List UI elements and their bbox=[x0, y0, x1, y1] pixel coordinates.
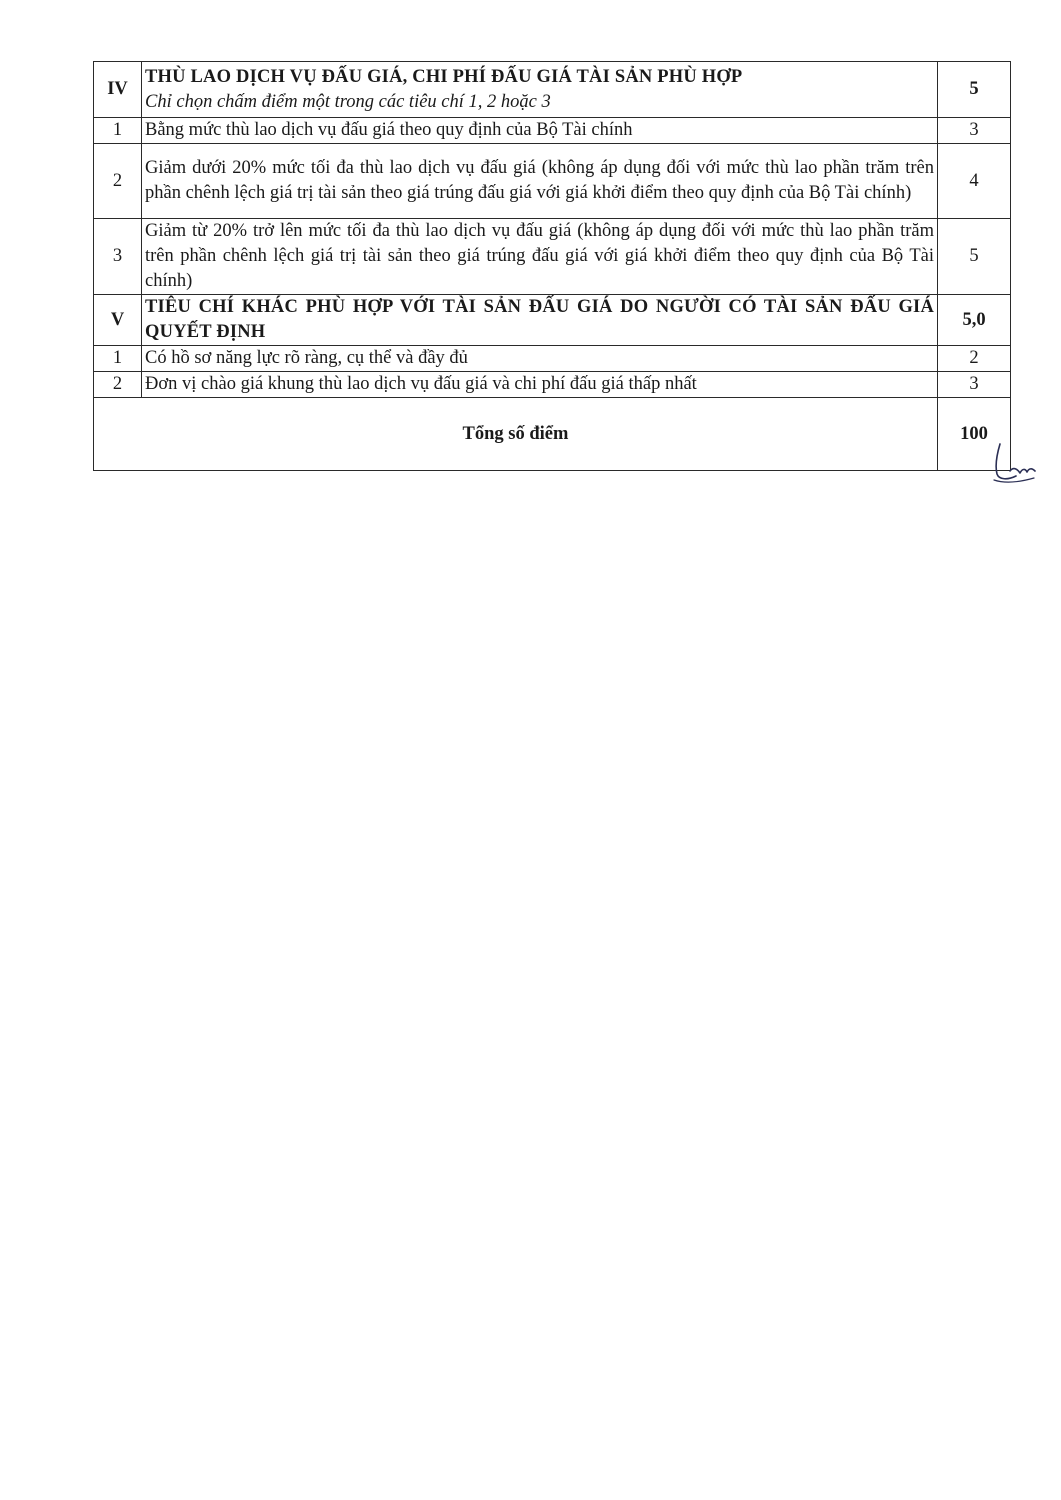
row-number: 1 bbox=[94, 346, 142, 372]
section-iv-title: THÙ LAO DỊCH VỤ ĐẤU GIÁ, CHI PHÍ ĐẤU GIÁ TÀI SẢN PHÙ HỢP bbox=[145, 66, 743, 87]
section-iv-header-row bbox=[94, 62, 1011, 118]
row-score: 2 bbox=[938, 346, 1011, 372]
row-text: Bằng mức thù lao dịch vụ đấu giá theo quy định của Bộ Tài chính bbox=[142, 118, 938, 144]
handwritten-initials bbox=[988, 440, 1038, 485]
row-number: 2 bbox=[94, 144, 142, 219]
total-label: Tổng số điểm bbox=[94, 398, 938, 471]
row-score: 3 bbox=[938, 118, 1011, 144]
row-number: 1 bbox=[94, 118, 142, 144]
section-v-number: V bbox=[94, 295, 142, 346]
section-iv-score: 5 bbox=[938, 62, 1011, 118]
table-row bbox=[94, 346, 1011, 372]
row-text: Giảm dưới 20% mức tối đa thù lao dịch vụ đấu giá (không áp dụng đối với mức thù lao phần trăm trên phần chênh lệch giá trị tài sản theo giá trúng đấu giá với giá khởi điểm theo quy định của Bộ Tài chính) bbox=[142, 144, 938, 219]
scoring-criteria-table bbox=[93, 61, 1011, 471]
row-score: 4 bbox=[938, 144, 1011, 219]
row-text: Đơn vị chào giá khung thù lao dịch vụ đấu giá và chi phí đấu giá thấp nhất bbox=[142, 372, 938, 398]
table-row bbox=[94, 118, 1011, 144]
section-v-title: TIÊU CHÍ KHÁC PHÙ HỢP VỚI TÀI SẢN ĐẤU GIÁ DO NGƯỜI CÓ TÀI SẢN ĐẤU GIÁ QUYẾT ĐỊNH bbox=[142, 295, 938, 346]
table-row bbox=[94, 144, 1011, 219]
row-number: 3 bbox=[94, 219, 142, 295]
row-text: Giảm từ 20% trở lên mức tối đa thù lao dịch vụ đấu giá (không áp dụng đối với mức thù lao phần trăm trên phần chênh lệch giá trị tài sản theo giá trúng đấu giá với giá khởi điểm theo quy định của Bộ Tài chính) bbox=[142, 219, 938, 295]
table-row bbox=[94, 219, 1011, 295]
section-v-header-row bbox=[94, 295, 1011, 346]
section-iv-subtitle: Chỉ chọn chấm điểm một trong các tiêu chí 1, 2 hoặc 3 bbox=[145, 91, 551, 112]
row-number: 2 bbox=[94, 372, 142, 398]
row-score: 5 bbox=[938, 219, 1011, 295]
total-score: 100 bbox=[938, 398, 1011, 471]
table-row bbox=[94, 372, 1011, 398]
section-iv-title-cell bbox=[142, 62, 938, 118]
section-v-score: 5,0 bbox=[938, 295, 1011, 346]
section-iv-number: IV bbox=[94, 62, 142, 118]
row-text: Có hồ sơ năng lực rõ ràng, cụ thể và đầy đủ bbox=[142, 346, 938, 372]
total-row bbox=[94, 398, 1011, 471]
row-score: 3 bbox=[938, 372, 1011, 398]
